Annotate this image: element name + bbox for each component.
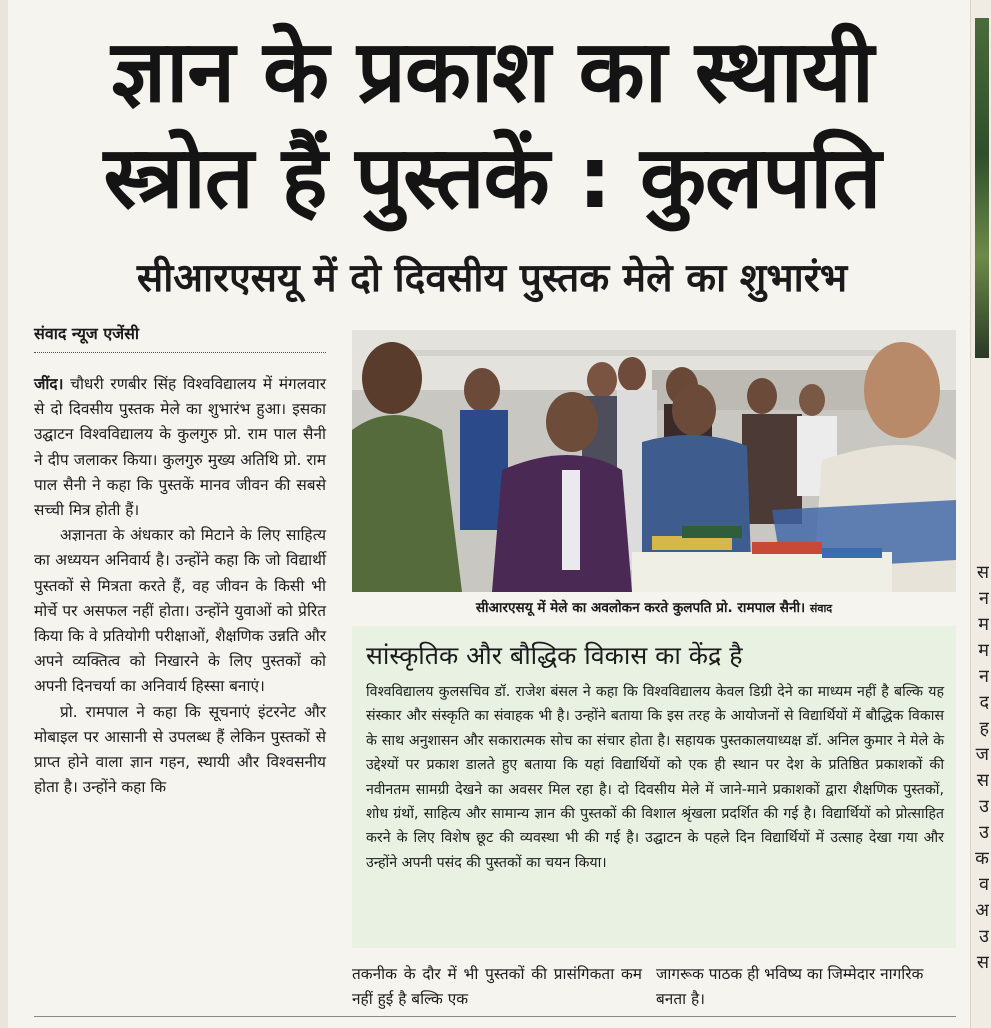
photo-credit: संवाद — [809, 602, 833, 615]
paragraph-1-text: चौधरी रणबीर सिंह विश्वविद्यालय में मंगलवार से दो दिवसीय पुस्तक मेले का शुभारंभ हुआ। इसका उद्घाटन विश्वविद्यालय के कुलगुरु प्रो. राम पाल सैनी ने दीप जलाकर किया। कुलगुरु मुख्य अतिथि प्रो. राम पाल सैनी ने कहा कि पुस्तकें मानव जीवन की सबसे सच्ची मित्र होती हैं। — [34, 375, 326, 520]
article-paragraph-1 — [34, 372, 326, 523]
photo-caption — [352, 597, 956, 616]
box-title: सांस्कृतिक और बौद्धिक विकास का केंद्र है — [366, 641, 743, 670]
sidebar-box — [352, 626, 956, 948]
article-continuation-right: जागरूक पाठक ही भविष्य का जिम्मेदार नागरिक बनता है। — [656, 965, 924, 1009]
bottom-divider — [34, 1016, 956, 1017]
adjacent-photo-fragment — [975, 18, 989, 358]
photo-illustration — [352, 330, 956, 592]
page-right-edge — [970, 0, 991, 1028]
page-left-edge — [0, 0, 8, 1028]
byline-divider — [34, 352, 326, 353]
dateline: जींद। — [34, 375, 64, 393]
byline: संवाद न्यूज एजेंसी — [34, 324, 140, 343]
article-paragraph-2: अज्ञानता के अंधकार को मिटाने के लिए साहित्य का अध्ययन अनिवार्य है। उन्होंने कहा कि जो विद्यार्थी पुस्तकों से मित्रता करते हैं, वह जीवन के किसी भी मोर्चे पर असफल नहीं होता। उन्होंने युवाओं को प्रेरित किया कि वे प्रतियोगी परीक्षाओं, शैक्षणिक उन्नति और अपने व्यक्तित्व को निखारने के लिए पुस्तकों को अपनी दिनचर्या का अनिवार्य हिस्सा बनाएं। — [34, 526, 326, 696]
headline-line-1: ज्ञान के प्रकाश का स्थायी — [110, 22, 874, 122]
subheadline: सीआरएसयू में दो दिवसीय पुस्तक मेले का शुभारंभ — [136, 256, 848, 301]
caption-text: सीआरएसयू में मेले का अवलोकन करते कुलपति प्रो. रामपाल सैनी। — [475, 600, 806, 616]
box-body: विश्वविद्यालय कुलसचिव डॉ. राजेश बंसल ने कहा कि विश्वविद्यालय केवल डिग्री देने का माध्यम नहीं है बल्कि यह संस्कार और संस्कृति का संवाहक भी है। उन्होंने बताया कि इस तरह के आयोजनों से विद्यार्थियों में बौद्धिक विकास के साथ अनुशासन और सकारात्मक सोच का संचार होता है। सहायक पुस्तकालयाध्यक्ष डॉ. अनिल कुमार ने मेले के उद्देश्यों पर प्रकाश डालते हुए बताया कि यहां विद्यार्थियों को एक ही स्थान पर देश के प्रतिष्ठित प्रकाशकों की नवीनतम सामग्री देखने का अवसर मिल रहा है। दो दिवसीय मेले में जाने-माने प्रकाशकों द्वारा शैक्षणिक पुस्तकों, शोध ग्रंथों, साहित्य और सामान्य ज्ञान की पुस्तकों की विशाल श्रृंखला प्रदर्शित की गई है। विद्यार्थियों को प्रोत्साहित करने के लिए विशेष छूट की व्यवस्था भी की गई है। उद्घाटन के पहले दिन विद्यार्थियों में उत्साह देखा गया और उन्होंने अपनी पसंद की पुस्तकों का चयन किया। — [366, 684, 944, 871]
adjacent-column-fragment: स न म म न द ह ज स उ उ क व अ उ स — [975, 562, 989, 973]
headline-line-2: स्त्रोत हैं पुस्तकें : कुलपति — [103, 128, 881, 228]
news-photo — [352, 330, 956, 592]
article-continuation-middle: तकनीक के दौर में भी पुस्तकों की प्रासंगिकता कम नहीं हुई है बल्कि एक — [352, 965, 642, 1009]
article-paragraph-3: प्रो. रामपाल ने कहा कि सूचनाएं इंटरनेट और मोबाइल पर आसानी से उपलब्ध हैं लेकिन पुस्तकों से प्राप्त होने वाला ज्ञान गहन, स्थायी और विश्वसनीय होता है। उन्होंने कहा कि — [34, 702, 326, 797]
article-body-left-column — [34, 372, 326, 800]
